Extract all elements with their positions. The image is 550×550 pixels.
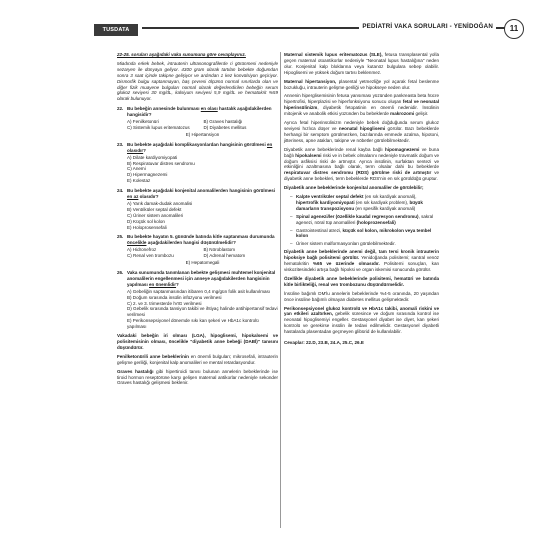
explanation-bold: makrozomi bbox=[390, 111, 415, 117]
answer-key bbox=[284, 340, 439, 346]
explanation-hyperinsulinism bbox=[284, 93, 439, 117]
explanation-text: en önemli bulguları; mikrosefali, intrauterin gelişme geriliği, konjenital kalp anomalileri ve mental retardasyondur. bbox=[117, 353, 279, 365]
question-text-end: ? bbox=[176, 281, 179, 287]
page-title: PEDİATRİ VAKA SORULARI - YENİDOĞAN bbox=[359, 23, 496, 30]
explanation-bold: Fenilketonürili anne bebeklerinin bbox=[117, 353, 189, 359]
explanation-insulin: İnsüline bağımlı DM'lu annelerin bebeklerinde %4-5 oranında, 20 yaşından önce insüline bağımlı olmayan diabetes mellitus gelişmektedir. bbox=[284, 290, 439, 302]
question-text: Bu bebeğin annesinde bulunması bbox=[127, 106, 201, 112]
explanation-renal-vein: Özellikle diyabetik anne bebeklerinde polisitemi, hematüri ve batında kitle birlikteliği, renal ven trombozunu düşündürmelidir. bbox=[284, 275, 439, 287]
bullet-bold: Spinal agenezi/ler (özellikle kaudal regresyon sendromu) bbox=[296, 213, 419, 219]
question-24 bbox=[117, 188, 278, 230]
explanation-text: , diyabetik fetopatinin en önemli nedenidir. İnsülinin mitojenik ve anabolik etkisi yüzünden bu bebeklerde bbox=[284, 105, 439, 117]
question-emphasis: en önemlidir bbox=[149, 281, 177, 287]
option-e: E) Hepatomegali bbox=[185, 260, 220, 266]
explanation-rds bbox=[284, 147, 439, 182]
question-text: Bu bebekte hayatın 5. gününde batında kitle saptanması durumunda bbox=[127, 234, 275, 240]
bullet-bold: Kalpte ventriküler septal defekt bbox=[296, 194, 364, 200]
explanation-text: Polisitemi sonuçları, kan viskozitesindeki artışa bağlı hipoksi ve organ iskemisi sonucunda görülür. bbox=[284, 261, 440, 272]
answer-label: Cevaplar: bbox=[284, 340, 305, 346]
explanation-bold: neonatal hipoglisemi bbox=[338, 125, 386, 131]
question-26 bbox=[117, 270, 278, 330]
page-number: 11 bbox=[504, 19, 524, 39]
case-text: Miadında erkek bebek, intrauterin ultrasonografilerde ri görünmesi nedeniyle sezaryen ile dünyaya geliyor. 4300 gram olarak tartılan bebekte doğumdan sonra 3 saat içinde takipne gelişiyor ve ardından 1 kez konvülsiyon geçiriyor. Dismorfik bulgu saptanmayan, baş çevresi ölçümü normal sınırlarda olan ve diğer fizik muayene bulguları normal olarak değerlendirilen bebeğin serum glukoz seviyesi 30 mg/dL, kalsiyum seviyesi 5,9 mg/dL ve hematokrit %59 olarak bulunuyor. bbox=[117, 60, 278, 102]
dash-icon: – bbox=[290, 213, 293, 219]
option-b: B) Graves hastalığı bbox=[203, 119, 243, 125]
question-text-end: aşağıdakilerden hangisi düşünülmelidir? bbox=[146, 240, 236, 246]
explanation-dabi: Vakadaki bebeğin iri olması (LGA), hipoglisemi, hipokalsemi ve polisitemisinin olması, öncelikle "diyabetik anne bebeği (DABİ)" tanısını düşündürür. bbox=[117, 333, 278, 350]
option-d: D) Adrenal hematom bbox=[203, 253, 246, 259]
explanation-htn bbox=[284, 79, 439, 91]
explanation-bold: Diyabetik anne bebeklerinde anemi değil, tam tersi kronik intrauterin hipoksiye bağlı polisitemi görülür. bbox=[284, 249, 439, 261]
list-item bbox=[290, 194, 439, 212]
explanation-text: gebelik süresince ve doğum sırasında kontrol ise neonatal hipoglisemiyi engeller. Gestasyonel diyabet ise diyet, kan şekeri kontrolü ve gerekirse insülin ile tedavi edilmelidir. Gestasyonel diyabetli hastalarda plasentadan geçmeyen glibürid de kullanılabilir. bbox=[284, 311, 439, 335]
option-a: A) Hidronefroz bbox=[127, 247, 157, 253]
bullet-text: (en spesifik kardiyak anomali) bbox=[354, 205, 416, 211]
question-number: 24. bbox=[117, 188, 124, 194]
answer-values: 22.D, 23.B, 24.A, 25.C, 26.E bbox=[306, 340, 364, 346]
question-number: 22. bbox=[117, 106, 124, 112]
explanation-bold: %65 ve üzerinde olmasıdır. bbox=[313, 261, 380, 267]
explanation-bold: Maternal hipertansiyon, bbox=[284, 78, 337, 84]
question-emphasis: en olasıdır bbox=[127, 141, 273, 153]
explanation-polycythemia bbox=[284, 249, 439, 273]
dash-icon: – bbox=[290, 227, 293, 233]
explanation-text: ve buna bağlı bbox=[284, 146, 439, 158]
explanation-text: plasental yetmezliğe yol açarak fetal beslenme bozukluğu, intrauterin gelişme geriliği ve hipokseye neden olur. bbox=[284, 78, 439, 90]
question-emphasis: en az bbox=[127, 194, 139, 200]
explanation-bold: fetal ve neonatal hiperinsülinizm bbox=[284, 99, 439, 111]
option-b: B) Respiratuvar distres sendromu bbox=[127, 160, 195, 166]
option-a: A) Fenilketonüri bbox=[127, 119, 159, 125]
question-text: Bu bebekte aşağıdaki konjenital anomalilerden hangisinin görülmesi bbox=[127, 188, 276, 194]
explanation-periconception bbox=[284, 306, 439, 336]
question-text-end: ? bbox=[143, 147, 146, 153]
question-23 bbox=[117, 142, 278, 184]
question-number: 23. bbox=[117, 141, 124, 147]
explanation-bold: Maternal sistemik lupus eritematozus (SLE), bbox=[284, 52, 383, 57]
option-d: D) Küçük sol kolon bbox=[127, 218, 165, 224]
list-item bbox=[290, 214, 439, 226]
explanation-bold: hipomagnezemi bbox=[385, 146, 420, 152]
bullet-text: Üriner sistem malformasyonları görülebilmektedir. bbox=[296, 241, 396, 247]
explanation-text: görülür. Bazı bebeklerde herhangi bir semptom görülmezken, bazılarında emmede azalma, hipotoni, jitteriness, apne atakları, takipne ve nöbetler görülebilmektedir. bbox=[284, 125, 439, 143]
bullet-bold: büyük damarların transpozisyonu bbox=[296, 199, 423, 211]
option-e: E) Holoprosensefali bbox=[127, 224, 167, 230]
question-25 bbox=[117, 234, 278, 266]
question-22 bbox=[117, 106, 278, 138]
option-c: C) Anemi bbox=[127, 166, 146, 172]
question-number: 26. bbox=[117, 270, 124, 275]
option-d: D) Diyabetes mellitus bbox=[203, 124, 247, 130]
option-c: C) Renal ven trombozu bbox=[127, 253, 174, 259]
bullet-bold: (holoprozensefali) bbox=[356, 219, 396, 225]
explanation-bold: Graves hastalığı bbox=[117, 368, 154, 374]
explanation-text: ve diyabetik anne bebekleri, term bebeklerde RDS'nin en sık görüldüğü gruptur. bbox=[284, 170, 440, 182]
explanation-bold: Perikonsepsiyonel glukoz kontrolü ve HbA1c takibi, anomali riskini ve yan etkileri azaltırken, bbox=[284, 305, 439, 317]
explanation-sle bbox=[284, 52, 439, 76]
option-a: A) Yarık damak-dudak anomalisi bbox=[127, 200, 193, 206]
option-d: D) Gebelik sırasında tansiyon takibi ve ihtiyaç halinde antihipertansif tedavi verilmesi bbox=[127, 306, 278, 318]
option-d: D) Hipermagnezemi bbox=[127, 172, 168, 178]
option-c: C) Üriner sistem anomalileri bbox=[127, 212, 184, 218]
column-divider bbox=[280, 52, 281, 528]
explanation-text: fetusa transplasental yolla geçen maternal otoantikorlar nedeniyle "Neonatal lupus hastalığına" neden olur. Konjenital kalp bloklarına veya kutanöz bulgulara sebep olabilir. Hipoglisemi ve yüksek doğum tartısı beklenmez. bbox=[284, 52, 439, 75]
question-number: 25. bbox=[117, 234, 124, 240]
bullet-text: Gastrointestinal atrezi, bbox=[296, 227, 343, 233]
question-text-end: hastalık aşağıdakilerden hangisidir? bbox=[127, 106, 272, 118]
option-b: B) Ventriküler septal defekt bbox=[127, 206, 182, 212]
bullet-bold: küçük sol kolon, mikrokolon veya tembel kolon bbox=[296, 227, 432, 239]
explanation-pku bbox=[117, 354, 278, 366]
option-b: B) Doğum sırasında insülin infüzyonu verilmesi bbox=[127, 294, 222, 300]
list-item bbox=[290, 241, 439, 247]
explanation-text: gibi hipertiroidi tanısı bulunan annelerin bebeklerinde ise tiroid hormon reseptörüne karşı gelişen maternal antikorlar nedeniyle sekonder Graves hastalığı gelişmesi beklenir. bbox=[117, 368, 278, 386]
right-column bbox=[284, 52, 439, 349]
explanation-text: Diyabetik anne bebeklerinde renal kayba bağlı bbox=[284, 146, 386, 152]
list-item bbox=[290, 228, 439, 240]
question-text: Bu bebekte aşağıdaki komplikasyonlardan hangisinin görülmesi bbox=[127, 141, 267, 147]
bullet-text: (en sık kardiyak anomali), bbox=[363, 194, 417, 200]
bullet-text: (en sık kardiyak problem), bbox=[354, 199, 410, 205]
option-e: E) Hipertansiyon bbox=[185, 131, 220, 137]
question-text-end: olasıdır? bbox=[138, 194, 159, 200]
explanation-bold: hipokalsemi bbox=[295, 152, 322, 158]
question-text: Vaka sunumunda tanımlanan bebekte gelişmesi muhtemel konjenital anomalilerin engellenmesi için anneye aşağıdakilerden hangisinin yapılması bbox=[127, 270, 276, 287]
question-emphasis: öncelikle bbox=[127, 240, 147, 246]
explanation-graves bbox=[117, 369, 278, 387]
explanation-text: Annenin hiperglisemisinin fetusa yansıması yüzünden pankreasta beta hücre hipertrofisi, hiperplazisi ve hiperfonksiyonu sonucu oluşan bbox=[284, 93, 439, 105]
publisher-logo: TUSDATA bbox=[94, 24, 138, 36]
option-c: C) Sistemik lupus eritematozus bbox=[127, 124, 190, 130]
option-a: A) Dilate kardiyomiyopati bbox=[127, 154, 178, 160]
dash-icon: – bbox=[290, 241, 293, 247]
option-a: A) Gebeliğin saptanmasından itibaren 0,4 mg/gün folik asit kullanılması bbox=[127, 288, 271, 294]
explanation-text: Ayrıca fetal hiperinsülinizm nedeniyle bebek doğduğunda serum glukoz seviyesi hızlıca düşer ve bbox=[284, 120, 439, 131]
explanation-hypoglycemia bbox=[284, 120, 439, 144]
explanation-text: riski ve in bebek olmalarını nedeniyle travmatik doğum ve doğum asfiksisi riski de artmıştır. Ayrıca insülinin, surfaktan sentezi ve etkinliğini azaltmasına bağlı olarak, term olsalar dahi bu bebeklerde bbox=[284, 152, 440, 170]
dash-icon: – bbox=[290, 194, 293, 200]
page-header bbox=[94, 24, 538, 34]
option-c: C) 2. ve 3. trimesterde İVIG verilmesi bbox=[127, 300, 202, 306]
anomaly-heading: Diyabetik anne bebeklerinde konjenital anomaliler de görülebilir; bbox=[284, 185, 424, 191]
explanation-bold: respiratuvar distres sendromu (RDS) görülme riski de artmıştır bbox=[284, 170, 432, 176]
question-emphasis: en olası bbox=[200, 106, 218, 112]
option-e: E) Kolestaz bbox=[127, 178, 151, 184]
left-column bbox=[117, 52, 278, 389]
option-b: B) Nöroblastom bbox=[203, 247, 236, 253]
case-intro: 22-25. soruları aşağıdaki vaka sunumuna göre cevaplayınız. bbox=[117, 52, 246, 57]
option-e: E) Perikonsepsiyonel dönemde sıkı kan şekeri ve HbA1c kontrolü yapılması bbox=[127, 318, 259, 330]
explanation-text: gelişir. bbox=[414, 111, 429, 117]
explanation-text: Yenidoğanda polisitemi; santral venöz hematokritin bbox=[284, 255, 439, 267]
bullet-text: , sakral agenezi, nöral tüp anomalileri bbox=[296, 213, 434, 225]
bullet-bold: hipertrofik kardiyomiyopati bbox=[296, 199, 355, 205]
